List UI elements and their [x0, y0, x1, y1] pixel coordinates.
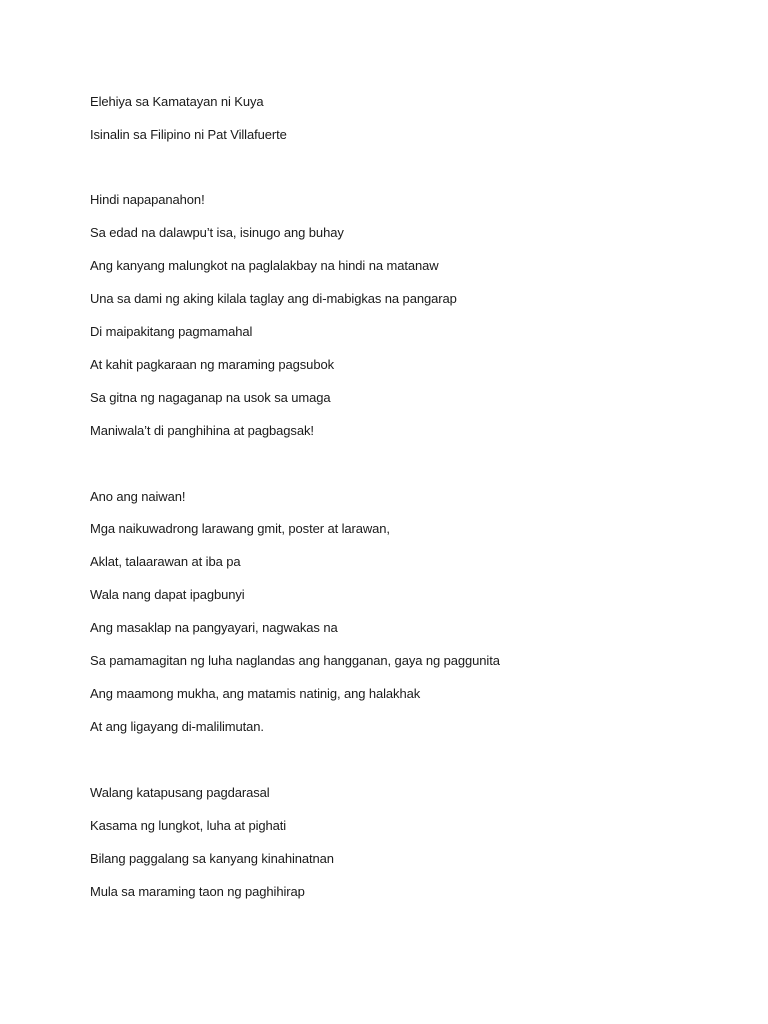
poem-line: Ang maamong mukha, ang matamis natinig, ang halakhak — [90, 686, 421, 701]
poem-line: Maniwala’t di panghihina at pagbagsak! — [90, 423, 314, 438]
poem-line: Walang katapusang pagdarasal — [90, 785, 270, 800]
poem-line: Kasama ng lungkot, luha at pighati — [90, 818, 287, 833]
poem-line: At ang ligayang di-malilimutan. — [90, 719, 264, 734]
poem-line: Bilang paggalang sa kanyang kinahinatnan — [90, 851, 334, 866]
poem-line: Sa edad na dalawpu’t isa, isinugo ang buhay — [90, 225, 344, 240]
poem-line: Ang masaklap na pangyayari, nagwakas na — [90, 620, 338, 635]
poem-line: Ano ang naiwan! — [90, 489, 186, 504]
poem-line: Mga naikuwadrong larawang gmit, poster at larawan, — [90, 521, 390, 536]
poem-line: Sa pamamagitan ng luha naglandas ang hangganan, gaya ng paggunita — [90, 653, 500, 668]
poem-line: Aklat, talaarawan at iba pa — [90, 554, 241, 569]
poem-title: Elehiya sa Kamatayan ni Kuya — [90, 94, 264, 109]
poem-line: Hindi napapanahon! — [90, 192, 205, 207]
poem-line: Una sa dami ng aking kilala taglay ang di-mabigkas na pangarap — [90, 291, 457, 306]
poem-line: Ang kanyang malungkot na paglalakbay na hindi na matanaw — [90, 258, 439, 273]
translator-credit: Isinalin sa Filipino ni Pat Villafuerte — [90, 127, 287, 142]
poem-line: Wala nang dapat ipagbunyi — [90, 587, 245, 602]
poem-line: Sa gitna ng nagaganap na usok sa umaga — [90, 390, 331, 405]
poem-line: At kahit pagkaraan ng maraming pagsubok — [90, 357, 334, 372]
poem-line: Mula sa maraming taon ng paghihirap — [90, 884, 305, 899]
poem-line: Di maipakitang pagmamahal — [90, 324, 253, 339]
